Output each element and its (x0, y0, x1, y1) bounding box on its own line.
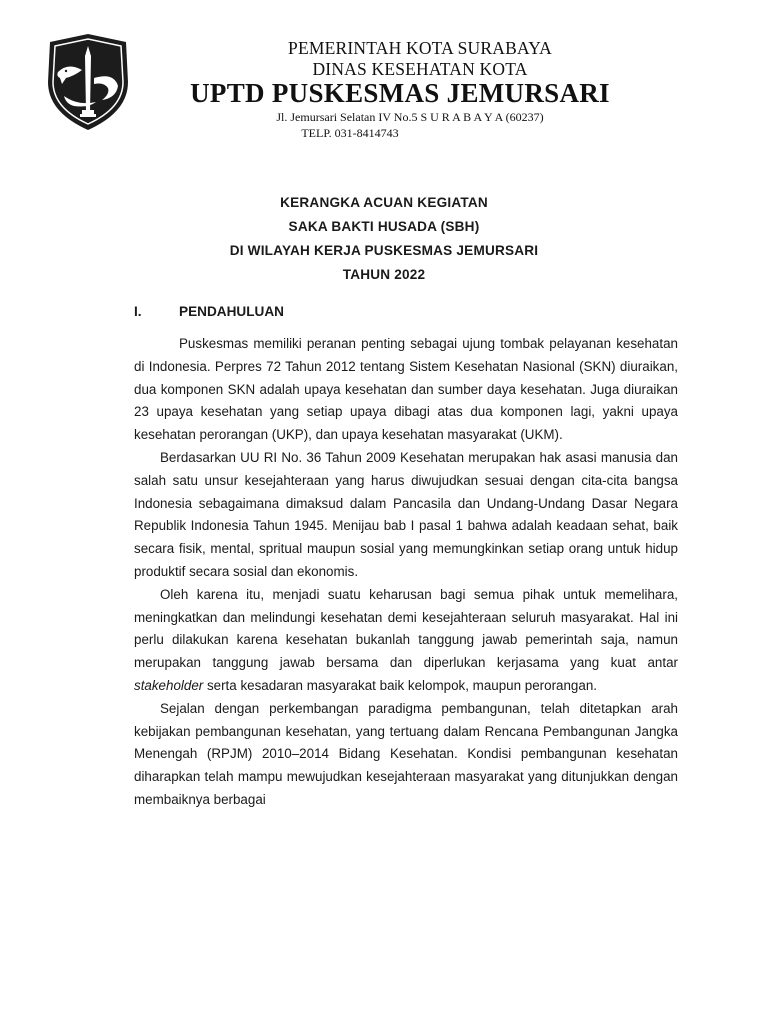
title-line-4: TAHUN 2022 (342, 267, 426, 282)
title-line-3: DI WILAYAH KERJA PUSKESMAS JEMURSARI (229, 243, 539, 258)
title-line-1: KERANGKA ACUAN KEGIATAN (280, 195, 488, 210)
paragraph-1: Puskesmas memiliki peranan penting sebagai ujung tombak pelayanan kesehatan di Indonesia. Perpres 72 Tahun 2012 tentang Sistem Kesehatan Nasional (SKN) diuraikan, dua komponen SKN adalah upaya kesehatan dan sumber daya kesehatan. Juga diuraikan 23 upaya kesehatan yang setiap upaya dibagi atas dua komponen lagi, yakni upaya kesehatan perorangan (UKP), dan upaya kesehatan masyarakat (UKM). (134, 336, 678, 443)
address-line: Jl. Jemursari Selatan IV No.5 S U R A B A Y A (60237) (276, 110, 544, 124)
document-body (134, 333, 678, 812)
paragraph-2: Berdasarkan UU RI No. 36 Tahun 2009 Kesehatan merupakan hak asasi manusia dan salah satu unsur kesejahteraan yang harus diwujudkan sesuai dengan cita-cita bangsa Indonesia sebagaimana dimaksud dalam Pancasila dan Undang-Undang Dasar Negara Republik Indonesia Tahun 1945. Menijau bab I pasal 1 bahwa adalah keadaan sehat, baik secara fisik, mental, spritual maupun sosial yang memungkinkan setiap orang untuk hidup produktif secara sosial dan ekonomis. (134, 449, 678, 579)
document-title (134, 191, 634, 287)
section-title: PENDAHULUAN (179, 304, 284, 319)
institution-name: UPTD PUSKESMAS JEMURSARI (190, 78, 610, 108)
department-name: DINAS KESEHATAN KOTA (312, 59, 528, 79)
stakeholder-term: stakeholder (134, 677, 204, 693)
paragraph-3-text-a: Oleh karena itu, menjadi suatu keharusan bagi semua pihak untuk memelihara, meningkatkan dan melindungi kesehatan demi kesejahteraan seluruh masyarakat. Hal ini perlu dilakukan karena kesehatan bukanlah tanggung jawab pemerintah saja, namun merupakan tanggung jawab bersama dan diperlukan kerjasama yang kuat antar (134, 586, 678, 671)
letterhead (0, 0, 768, 150)
title-line-2: SAKA BAKTI HUSADA (SBH) (288, 219, 480, 234)
paragraph-3 (134, 584, 678, 698)
phone-line: TELP. 031-8414743 (301, 126, 399, 140)
government-name: PEMERINTAH KOTA SURABAYA (288, 38, 552, 58)
section-number: I. (134, 304, 142, 319)
surabaya-city-emblem-icon (44, 32, 132, 132)
paragraph-4: Sejalan dengan perkembangan paradigma pembangunan, telah ditetapkan arah kebijakan pembangunan kesehatan, yang tertuang dalam Rencana Pembangunan Jangka Menengah (RPJM) 2010–2014 Bidang Kesehatan. Kondisi pembangunan kesehatan diharapkan telah mampu mewujudkan kesejahteraan masyarakat yang ditunjukkan dengan membaiknya berbagai (134, 700, 678, 807)
paragraph-3-text-b: serta kesadaran masyarakat baik kelompok, maupun perorangan. (203, 677, 597, 693)
